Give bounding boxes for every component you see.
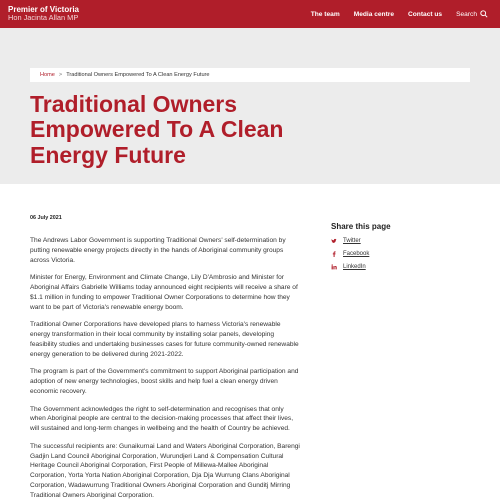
page-title: Traditional Owners Empowered To A Clean Energy Future <box>30 91 284 168</box>
twitter-icon <box>331 238 337 244</box>
site-header <box>0 0 500 28</box>
site-subtitle: Hon Jacinta Allan MP <box>8 13 79 23</box>
site-logo-link[interactable] <box>8 6 79 22</box>
article-paragraph: The successful recipients are: Gunaikurnai Land and Waters Aboriginal Corporation, Barengi Gadjin Land Council Aboriginal Corporation, Wurundjeri Land & Compensation Cultural Heritage Council Aboriginal Corporation, First People of Millewa-Mallee Aboriginal Corporation, Yorta Yorta Nation Aboriginal Corporation, Dja Dja Wurrung Clans Aboriginal Corporation, Wadawurrung Traditional Owners Aboriginal Corporation and Gunditj Mirring Traditional Owners Aboriginal Corporation. <box>30 442 300 499</box>
share-linkedin-label: LinkedIn <box>343 264 366 270</box>
linkedin-icon <box>331 264 337 270</box>
breadcrumb-current: Traditional Owners Empowered To A Clean Energy Future <box>66 72 210 78</box>
share-linkedin[interactable] <box>331 264 461 270</box>
breadcrumb-home-link[interactable]: Home <box>40 72 55 78</box>
article-paragraph: The Andrews Labor Government is supporting Traditional Owners' self-determination by putting renewable energy projects directly in the hands of Aboriginal community groups across Victoria. <box>30 237 286 264</box>
share-facebook[interactable] <box>331 251 461 257</box>
page-hero <box>0 28 500 184</box>
site-title: Premier of Victoria <box>8 4 79 14</box>
facebook-icon <box>331 251 337 257</box>
search-label: Search <box>456 10 477 18</box>
breadcrumb <box>30 68 470 82</box>
article-paragraph: The Government acknowledges the right to self-determination and recognises that only when Aboriginal people are central to the decision-making processes that affect their lives, will sustained and long-term changes in wellbeing and the health of Country be achieved. <box>30 405 294 432</box>
article-body <box>30 236 300 500</box>
publish-date: 06 July 2021 <box>30 215 62 221</box>
share-panel <box>331 222 461 277</box>
search-button[interactable] <box>456 10 488 18</box>
breadcrumb-separator: > <box>58 72 63 78</box>
article-paragraph: Traditional Owner Corporations have developed plans to harness Victoria's renewable energy transformation in their local community by installing solar panels, developing feasibility studies and undertaking businesses cases for future community-owned renewable energy generation to be delivered during 2021-2022. <box>30 321 299 358</box>
article-paragraph: The program is part of the Government's commitment to support Aboriginal participation and adoption of new energy technologies, boost skills and help fuel a clean energy driven economic recovery. <box>30 368 299 395</box>
share-title: Share this page <box>331 222 391 231</box>
article-paragraph: Minister for Energy, Environment and Climate Change, Lily D'Ambrosio and Minister for Aboriginal Affairs Gabrielle Williams today announced eight recipients will receive a share of $1.1 million in funding to empower Traditional Owner Corporations to determine how they want to be part of Victoria's renewable energy boom. <box>30 274 298 311</box>
share-twitter[interactable] <box>331 238 461 244</box>
main-nav <box>311 0 488 28</box>
share-twitter-label: Twitter <box>343 238 361 244</box>
nav-contact-us[interactable]: Contact us <box>408 10 443 18</box>
nav-media-centre[interactable]: Media centre <box>353 10 395 18</box>
search-icon <box>480 10 488 18</box>
share-facebook-label: Facebook <box>343 251 370 257</box>
nav-the-team[interactable]: The team <box>310 10 340 18</box>
